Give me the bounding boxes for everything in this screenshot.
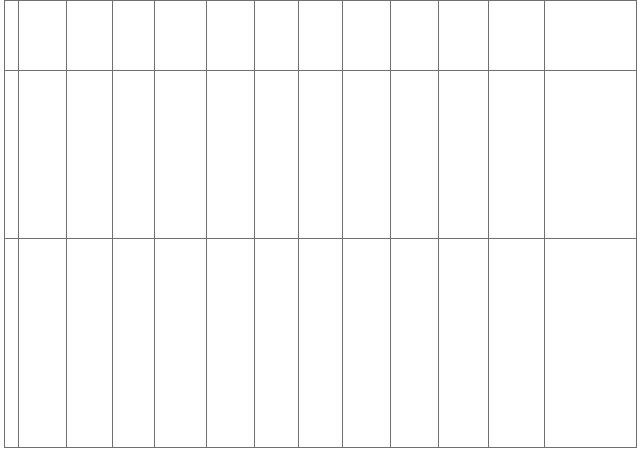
table-cell: [255, 71, 299, 239]
table-cell: [255, 1, 299, 71]
table-cell: [19, 1, 67, 71]
table-cell: [545, 71, 637, 239]
table-cell: [439, 239, 489, 448]
table-row: [5, 1, 637, 71]
table-cell: [299, 1, 343, 71]
table-cell: [207, 239, 255, 448]
table-cell: [207, 1, 255, 71]
table-cell: [155, 239, 207, 448]
table-cell: [5, 1, 19, 71]
table-cell: [67, 1, 113, 71]
table-cell: [5, 71, 19, 239]
table-cell: [67, 71, 113, 239]
table-cell: [391, 71, 439, 239]
table-cell: [113, 239, 155, 448]
services-registry-table: [4, 0, 637, 448]
table-cell: [343, 71, 391, 239]
table-cell: [113, 1, 155, 71]
table-cell: [391, 1, 439, 71]
table-cell: [439, 1, 489, 71]
table-cell: [545, 239, 637, 448]
table-cell: [343, 239, 391, 448]
table-cell: [489, 71, 545, 239]
table-cell: [67, 239, 113, 448]
table-cell: [489, 1, 545, 71]
table-cell: [255, 239, 299, 448]
table-cell: [207, 71, 255, 239]
table-body: [5, 1, 637, 448]
table-cell: [113, 71, 155, 239]
table-row: [5, 239, 637, 448]
table-cell: [19, 239, 67, 448]
table-cell: [343, 1, 391, 71]
table-cell: [391, 239, 439, 448]
table-cell: [299, 71, 343, 239]
table-cell: [155, 1, 207, 71]
table-cell: [299, 239, 343, 448]
table-cell: [489, 239, 545, 448]
table-cell: [5, 239, 19, 448]
table-cell: [155, 71, 207, 239]
table-cell: [439, 71, 489, 239]
table-cell: [19, 71, 67, 239]
table-cell: [545, 1, 637, 71]
table-row: [5, 71, 637, 239]
